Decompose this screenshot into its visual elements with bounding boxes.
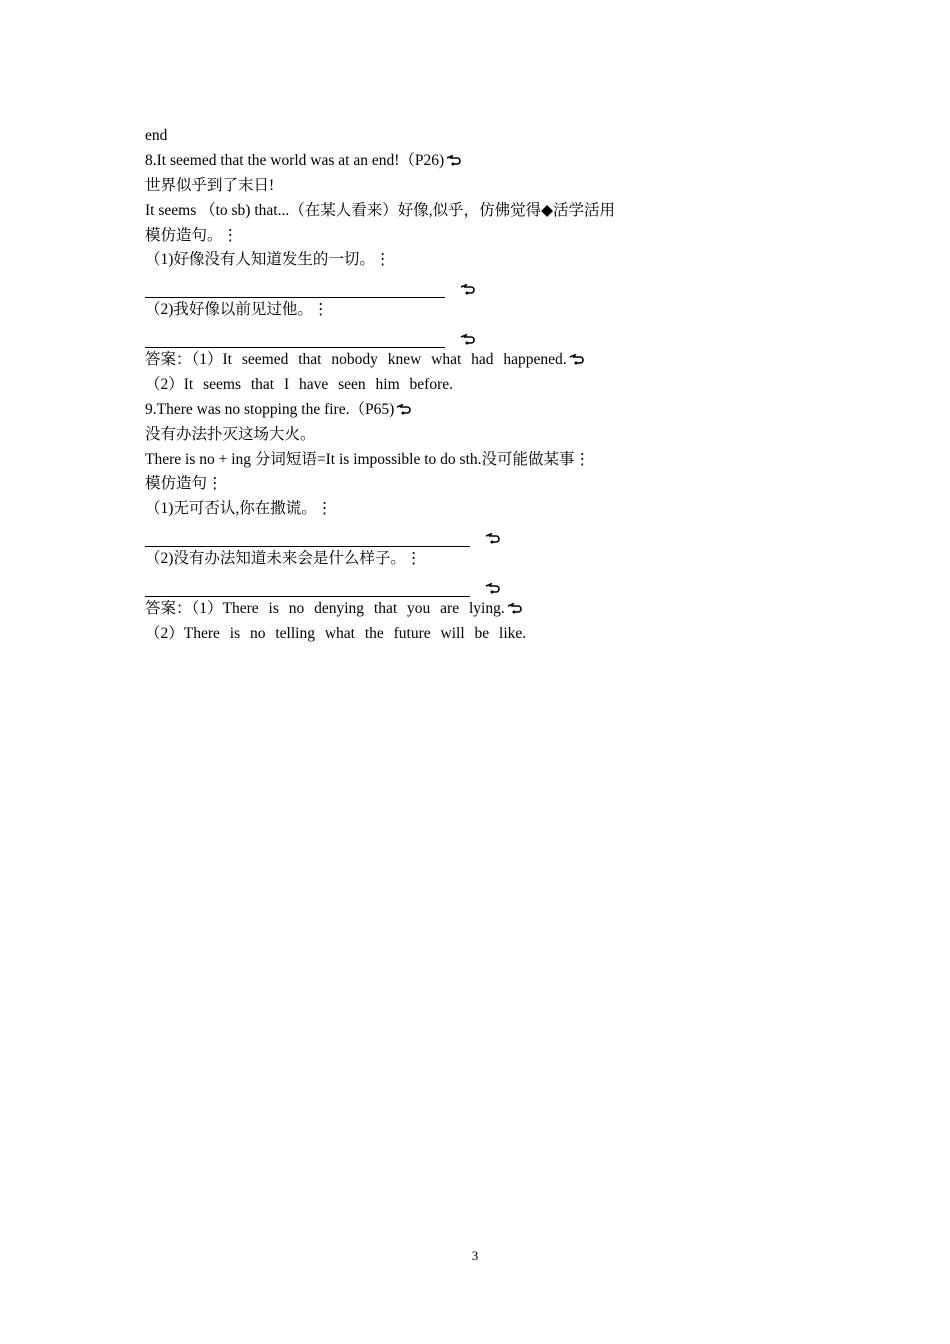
answer-line: （2）There is no telling what the future will be like.: [145, 624, 527, 642]
exercise-prompt: （2)我好像以前见过他。⋮: [145, 301, 329, 319]
return-arrow-icon: [506, 603, 524, 615]
page-number: 3: [471, 1248, 479, 1263]
answer-blank: [145, 522, 825, 547]
exercise-prompt: （2)没有办法知道未来会是什么样子。⋮: [145, 550, 422, 568]
answer-line: 答案：（1）There is no denying that you are lying.: [145, 597, 825, 622]
exercise-prompt: （1)好像没有人知道发生的一切。⋮: [145, 251, 391, 269]
answer-blank: [145, 572, 825, 597]
answer-blank-line: [145, 532, 470, 547]
translation-line: 世界似乎到了末日!: [145, 176, 275, 194]
sentence-heading: 9.There was no stopping the fire.（P65): [145, 398, 825, 423]
return-arrow-icon: [484, 583, 502, 595]
grammar-note: There is no + ing 分词短语=It is impossible to do sth.没可能做某事⋮: [145, 450, 591, 468]
return-arrow-icon: [568, 354, 586, 366]
answer-blank-line: [145, 283, 445, 298]
return-arrow-icon: [445, 155, 463, 167]
answer-line: （2）It seems that I have seen him before.: [145, 375, 453, 393]
grammar-note: It seems （to sb) that...（在某人看来）好像,似乎，仿佛觉得◆活学活用: [145, 201, 616, 219]
sentence-heading: 8.It seemed that the world was at an end!（P26): [145, 149, 825, 174]
answer-blank-line: [145, 333, 445, 348]
answer-blank-line: [145, 582, 470, 597]
answer-blank: [145, 323, 825, 348]
return-arrow-icon: [395, 404, 413, 416]
exercise-instruction: 模仿造句⋮: [145, 475, 223, 493]
return-arrow-icon: [484, 533, 502, 545]
exercise-prompt: （1)无可否认,你在撒谎。⋮: [145, 500, 333, 518]
text-line: end: [145, 127, 168, 144]
document-body: [145, 124, 825, 647]
answer-blank: [145, 273, 825, 298]
translation-line: 没有办法扑灭这场大火。: [145, 425, 316, 443]
return-arrow-icon: [459, 334, 477, 346]
return-arrow-icon: [459, 284, 477, 296]
exercise-instruction: 模仿造句。⋮: [145, 226, 239, 244]
answer-line: 答案：（1）It seemed that nobody knew what had happened.: [145, 348, 825, 373]
